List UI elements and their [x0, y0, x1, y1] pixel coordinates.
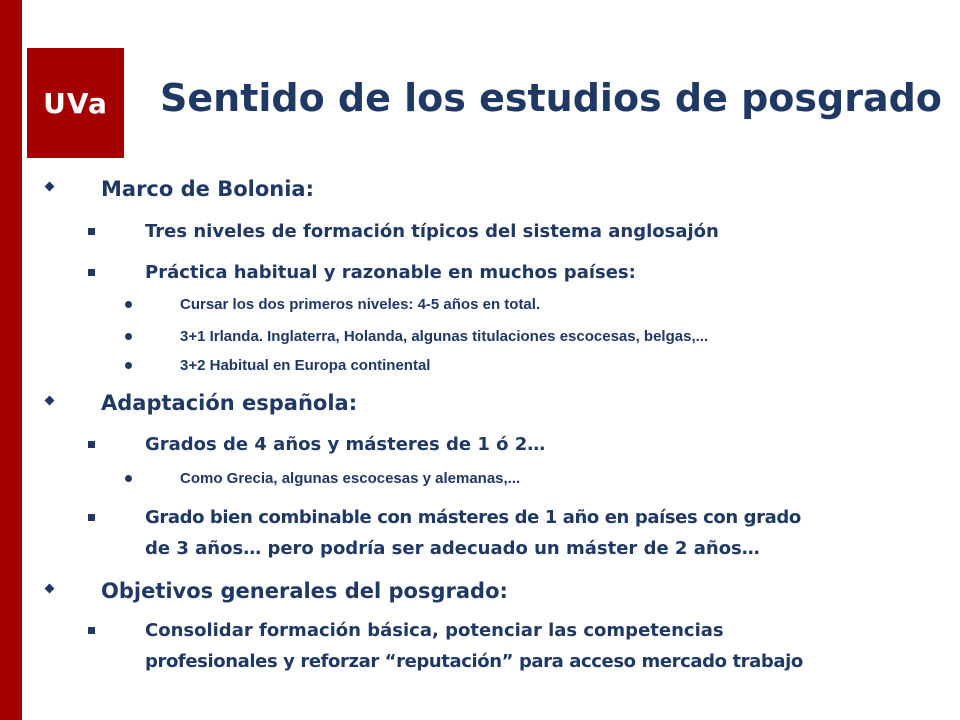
round-bullet-icon — [125, 333, 132, 340]
square-bullet-icon — [88, 514, 95, 521]
logo-text: UVa — [43, 86, 108, 120]
round-bullet-icon — [125, 475, 132, 482]
list-item-line: profesionales y reforzar “reputación” para acceso mercado trabajo — [145, 651, 803, 672]
sub-list-item-text: Como Grecia, algunas escocesas y alemanas,... — [180, 470, 521, 487]
sub-list-item — [125, 328, 708, 346]
list-item-line: Grado bien combinable con másteres de 1 año en países con grado — [145, 507, 801, 528]
sub-list-item-text: 3+1 Irlanda. Inglaterra, Holanda, algunas titulaciones escocesas, belgas,... — [180, 328, 709, 345]
section-heading: Marco de Bolonia: — [101, 177, 314, 201]
square-bullet-icon — [88, 441, 95, 448]
slide-title: Sentido de los estudios de posgrado — [160, 76, 942, 120]
diamond-bullet-icon — [45, 396, 55, 406]
sub-list-item — [125, 296, 540, 314]
sub-list-item — [125, 357, 430, 375]
list-item — [88, 503, 801, 563]
sub-list-item-text: 3+2 Habitual en Europa continental — [180, 357, 431, 374]
list-item-text-block — [145, 616, 803, 676]
square-bullet-icon — [88, 269, 95, 276]
list-item-line: Consolidar formación básica, potenciar las competencias — [145, 620, 724, 641]
list-item — [88, 217, 719, 246]
section-marco-bolonia — [46, 176, 314, 202]
list-item-text: Tres niveles de formación típicos del sistema anglosajón — [145, 221, 719, 242]
section-adaptacion-espanola — [46, 390, 357, 416]
square-bullet-icon — [88, 627, 95, 634]
sub-list-item-text: Cursar los dos primeros niveles: 4-5 años en total. — [180, 296, 541, 313]
diamond-bullet-icon — [45, 584, 55, 594]
square-bullet-icon — [88, 228, 95, 235]
diamond-bullet-icon — [45, 182, 55, 192]
section-objetivos-posgrado — [46, 578, 508, 604]
list-item-text: Práctica habitual y razonable en muchos países: — [145, 262, 636, 283]
section-heading: Adaptación española: — [101, 391, 358, 415]
list-item-line: de 3 años… pero podría ser adecuado un máster de 2 años… — [145, 538, 760, 559]
round-bullet-icon — [125, 362, 132, 369]
list-item-text: Grados de 4 años y másteres de 1 ó 2… — [145, 434, 546, 455]
list-item — [88, 430, 545, 459]
sub-list-item — [125, 470, 520, 488]
list-item — [88, 258, 636, 287]
list-item — [88, 616, 803, 676]
round-bullet-icon — [125, 301, 132, 308]
list-item-text-block — [145, 503, 801, 563]
section-heading: Objetivos generales del posgrado: — [101, 579, 508, 603]
